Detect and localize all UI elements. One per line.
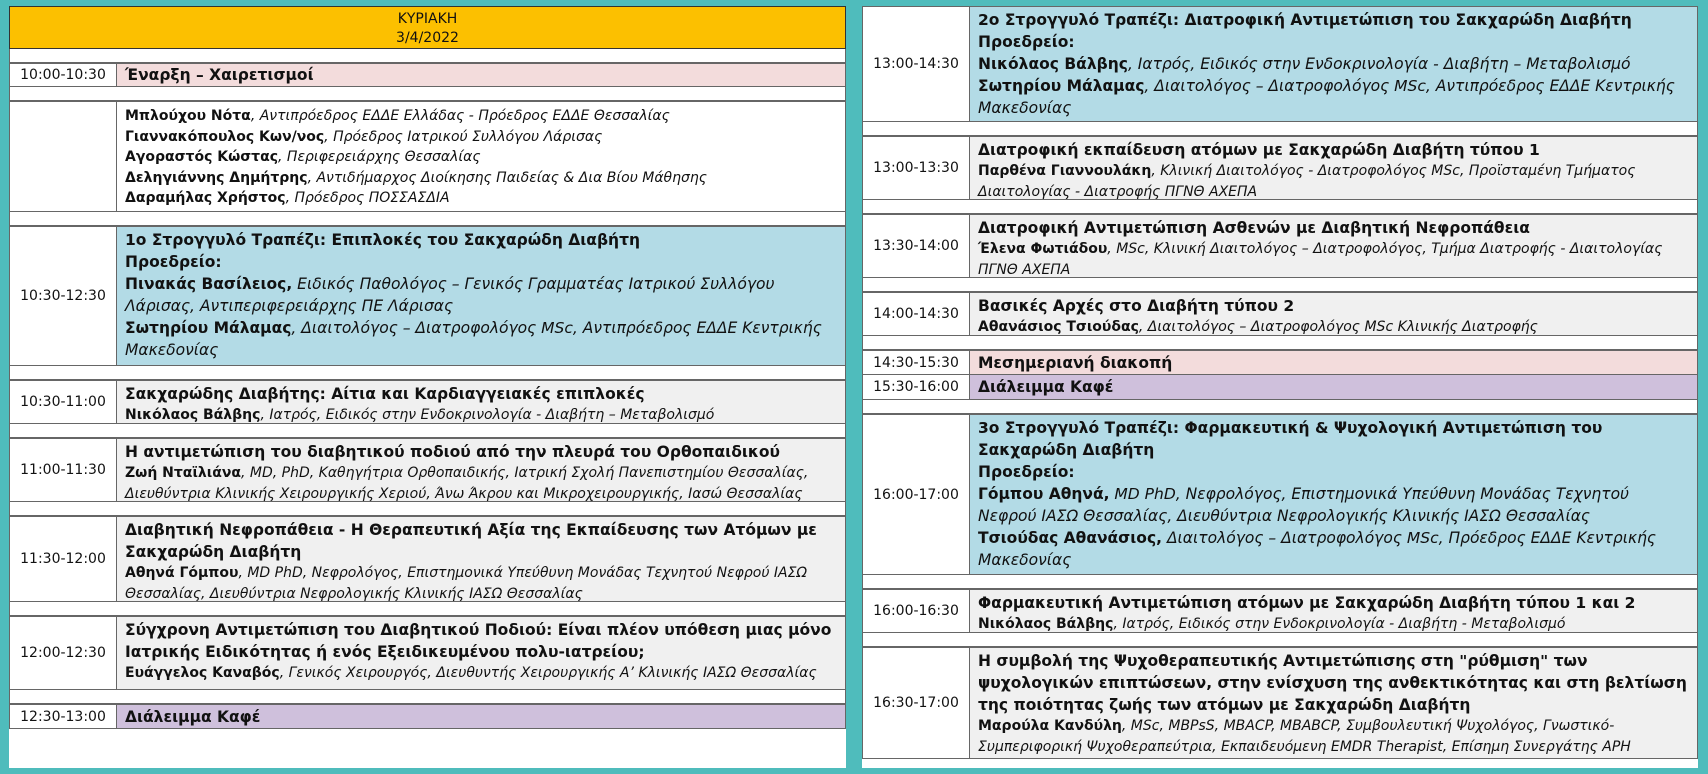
session-content (117, 439, 845, 501)
row-separator (862, 200, 1698, 214)
schedule-row-greetings (9, 101, 846, 212)
session-title: 3ο Στρογγυλό Τραπέζι: Φαρμακευτική & Ψυχολογική Αντιμετώπιση του Σακχαρώδη Διαβήτη (978, 419, 1603, 459)
schedule-row-talk (9, 438, 846, 502)
speaker: Δαραμήλας Χρήστος, Πρόεδρος ΠΟΣΣΑΣΔΙΑ (125, 190, 450, 206)
row-separator (9, 424, 846, 438)
time-slot: 10:00-10:30 (10, 64, 117, 86)
schedule-row-coffee-break (9, 704, 846, 729)
row-separator (862, 400, 1698, 414)
schedule-row-roundtable-2 (862, 6, 1698, 122)
session-title: Η συμβολή της Ψυχοθεραπευτικής Αντιμετώπισης στη "ρύθμιση" των ψυχολογικών επιπτώσεων, στην ενίσχυση της ανθεκτικότητας και στη βελτίωση της ποιότητας ζωής των ατόμων με Σακχαρώδη Διαβήτη (978, 652, 1687, 714)
time-slot: 12:00-12:30 (10, 617, 117, 689)
schedule-row-talk (862, 136, 1698, 200)
chairs-label: Προεδρείο: (125, 253, 222, 271)
time-slot: 15:30-16:00 (863, 375, 970, 399)
chair-person: Νικόλαος Βάλβης, Ιατρός, Ειδικός στην Ενδοκρινολογία - Διαβήτη – Μεταβολισμό (978, 55, 1631, 73)
session-title: Μεσημεριανή διακοπή (970, 351, 1697, 374)
time-slot: 13:00-13:30 (863, 137, 970, 199)
time-slot: 13:30-14:00 (863, 215, 970, 277)
session-content (970, 293, 1697, 335)
session-title: Διάλειμμα Καφέ (970, 375, 1697, 399)
session-content (117, 227, 845, 365)
session-title: Διαβητική Νεφροπάθεια - Η Θεραπευτική Αξία της Εκπαίδευσης των Ατόμων με Σακχαρώδη Διαβήτη (125, 521, 817, 561)
time-slot (10, 102, 117, 211)
schedule-row-talk (9, 380, 846, 424)
session-title: Έναρξη – Χαιρετισμοί (117, 64, 845, 86)
chairs-label: Προεδρείο: (978, 33, 1075, 51)
session-title: 1ο Στρογγυλό Τραπέζι: Επιπλοκές του Σακχαρώδη Διαβήτη (125, 231, 641, 249)
session-title: Βασικές Αρχές στο Διαβήτη τύπου 2 (978, 297, 1295, 315)
speaker: Γιαννακόπουλος Κων/νος, Πρόεδρος Ιατρικού Συλλόγου Λάρισας (125, 128, 603, 145)
chair-person: Τσιούδας Αθανάσιος, Διαιτολόγος – Διατροφολόγος MSc, Πρόεδρος ΕΔΔΕ Κεντρικής Μακεδονίας (978, 529, 1657, 569)
session-title: Φαρμακευτική Αντιμετώπιση ατόμων με Σακχαρώδη Διαβήτη τύπου 1 και 2 (978, 594, 1636, 612)
time-slot: 16:00-17:00 (863, 415, 970, 574)
schedule-row-lunch-break (862, 350, 1698, 375)
time-slot: 12:30-13:00 (10, 705, 117, 728)
schedule-row-talk (9, 616, 846, 690)
schedule-row-talk (862, 647, 1698, 759)
date-label: 3/4/2022 (396, 30, 459, 46)
session-content (117, 381, 845, 423)
session-title: Διατροφική Αντιμετώπιση Ασθενών με Διαβητική Νεφροπάθεια (978, 219, 1530, 237)
chair-person: Σωτηρίου Μάλαμας, Διαιτολόγος – Διατροφολόγος MSc, Αντιπρόεδρος ΕΔΔΕ Κεντρικής Μακεδονίας (125, 319, 822, 359)
speaker: Ευάγγελος Καναβός, Γενικός Χειρουργός, Διευθυντής Χειρουργικής Α’ Κλινικής ΙΑΣΩ Θεσσαλίας (125, 665, 817, 681)
row-separator (9, 49, 846, 63)
time-slot: 16:30-17:00 (863, 648, 970, 758)
session-title: Σακχαρώδης Διαβήτης: Αίτια και Καρδιαγγειακές επιπλοκές (125, 385, 645, 403)
time-slot: 14:00-14:30 (863, 293, 970, 335)
session-content (970, 137, 1697, 199)
schedule-row-roundtable-3 (862, 414, 1698, 575)
time-slot: 11:30-12:00 (10, 517, 117, 601)
schedule-row-roundtable-1 (9, 226, 846, 366)
speaker: Αθηνά Γόμπου, MD PhD, Νεφρολόγος, Επιστημονικά Υπεύθυνη Μονάδας Τεχνητού Νεφρού ΙΑΣΩ Θεσσαλίας, Διευθύντρια Νεφρολογικής Κλινικής ΙΑΣΩ Θεσσαλίας (125, 565, 808, 602)
chair-person: Πινακάς Βασίλειος, Ειδικός Παθολόγος – Γενικός Γραμματέας Ιατρικού Συλλόγου Λάρισας, Αντιπεριφερειάρχης ΠΕ Λάρισας (125, 275, 775, 315)
speaker: Ζωή Νταϊλιάνα, MD, PhD, Καθηγήτρια Ορθοπαιδικής, Ιατρική Σχολή Πανεπιστημίου Θεσσαλίας, Διευθύντρια Κλινικής Χειρουργικής Χεριού, Άνω Άκρου και Μικροχειρουργικής, Ιασώ Θεσσαλίας (125, 465, 809, 502)
speaker: Μαρούλα Κανδύλη, MSc, MBPsS, MBACP, MBABCP, Συμβουλευτική Ψυχολόγος, Γνωστικό-Συμπεριφορική Ψυχοθεραπεύτρια, Εκπαιδευόμενη EMDR Therapist, Επίσημη Συνεργάτης ΑΡΗ (978, 718, 1631, 755)
chairs-label: Προεδρείο: (978, 463, 1075, 481)
row-separator (862, 278, 1698, 292)
session-content (970, 215, 1697, 277)
speaker: Αγοραστός Κώστας, Περιφερειάρχης Θεσσαλίας (125, 149, 481, 165)
row-separator (862, 336, 1698, 350)
session-content (970, 415, 1697, 574)
session-content (117, 517, 845, 601)
session-title: Η αντιμετώπιση του διαβητικού ποδιού από την πλευρά του Ορθοπαιδικού (125, 443, 781, 461)
session-title: Σύγχρονη Αντιμετώπιση του Διαβητικού Ποδιού: Είναι πλέον υπόθεση μιας μόνο Ιατρικής Ειδικότητας ή ενός Εξειδικευμένου πολυ-ιατρείου; (125, 621, 832, 661)
session-content (117, 617, 845, 689)
speaker: Αθανάσιος Τσιούδας, Διαιτολόγος – Διατροφολόγος MSc Κλινικής Διατροφής (978, 319, 1538, 335)
row-separator (862, 122, 1698, 136)
schedule-row-talk (862, 589, 1698, 633)
day-label: ΚΥΡΙΑΚΗ (397, 11, 458, 27)
speaker: Έλενα Φωτιάδου, MSc, Κλινική Διαιτολόγος – Διατροφολόγος, Τμήμα Διατροφής - Διαιτολογίας ΠΓΝΘ ΑΧΕΠΑ (978, 241, 1663, 278)
row-separator (862, 575, 1698, 589)
speaker: Παρθένα Γιαννουλάκη, Κλινική Διαιτολόγος - Διατροφολόγος MSc, Προϊσταμένη Τμήματος Διαιτολογίας - Διατροφής ΠΓΝΘ ΑΧΕΠΑ (978, 163, 1636, 200)
row-separator (9, 366, 846, 380)
time-slot: 14:30-15:30 (863, 351, 970, 374)
chair-person: Γόμπου Αθηνά, MD PhD, Νεφρολόγος, Επιστημονικά Υπεύθυνη Μονάδας Τεχνητού Νεφρού ΙΑΣΩ Θεσσαλίας, Διευθύντρια Νεφρολογικής Κλινικής ΙΑΣΩ Θεσσαλίας (978, 485, 1630, 525)
row-separator (9, 502, 846, 516)
time-slot: 10:30-11:00 (10, 381, 117, 423)
greeting-speakers (117, 102, 845, 211)
schedule-row-talk (862, 214, 1698, 278)
speaker: Δεληγιάννης Δημήτρης, Αντιδήμαρχος Διοίκησης Παιδείας & Δια Βίου Μάθησης (125, 169, 707, 186)
time-slot: 13:00-14:30 (863, 7, 970, 121)
schedule-row-talk (862, 292, 1698, 336)
speaker: Νικόλαος Βάλβης, Ιατρός, Ειδικός στην Ενδοκρινολογία - Διαβήτη – Μεταβολισμό (125, 407, 715, 423)
speaker: Νικόλαος Βάλβης, Ιατρός, Ειδικός στην Ενδοκρινολογία - Διαβήτη - Μεταβολισμό (978, 616, 1566, 632)
time-slot: 10:30-12:30 (10, 227, 117, 365)
schedule-row-talk (9, 516, 846, 602)
session-content (970, 648, 1697, 758)
row-separator (9, 690, 846, 704)
time-slot: 11:00-11:30 (10, 439, 117, 501)
chair-person: Σωτηρίου Μάλαμας, Διαιτολόγος – Διατροφολόγος MSc, Αντιπρόεδρος ΕΔΔΕ Κεντρικής Μακεδονίας (978, 77, 1675, 117)
row-separator (862, 633, 1698, 647)
time-slot: 16:00-16:30 (863, 590, 970, 632)
row-separator (9, 212, 846, 226)
schedule-row-coffee-break (862, 375, 1698, 400)
row-separator (9, 87, 846, 101)
row-separator (9, 602, 846, 616)
schedule-row-opening (9, 63, 846, 87)
session-title: 2ο Στρογγυλό Τραπέζι: Διατροφική Αντιμετώπιση του Σακχαρώδη Διαβήτη (978, 11, 1632, 29)
session-title: Διάλειμμα Καφέ (117, 705, 845, 728)
session-content (970, 590, 1697, 632)
speaker: Μπλούχου Νότα, Αντιπρόεδρος ΕΔΔΕ Ελλάδας - Πρόεδρος ΕΔΔΕ Θεσσαλίας (125, 108, 670, 124)
session-title: Διατροφική εκπαίδευση ατόμων με Σακχαρώδη Διαβήτη τύπου 1 (978, 141, 1540, 159)
program-right-column (862, 6, 1698, 768)
day-header (9, 6, 846, 49)
program-left-column (9, 6, 846, 768)
session-content (970, 7, 1697, 121)
